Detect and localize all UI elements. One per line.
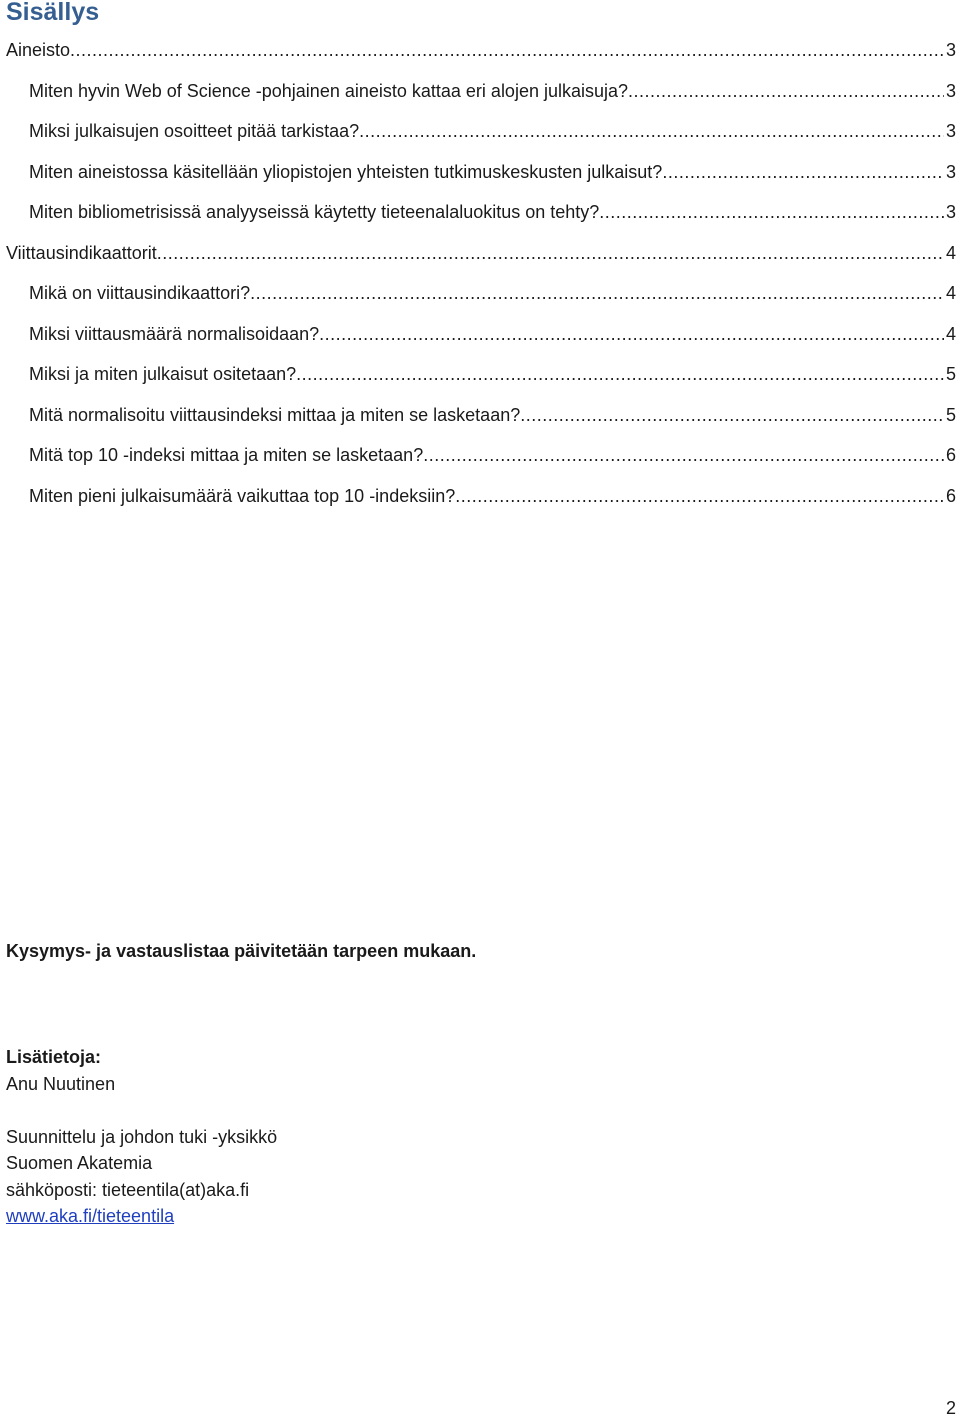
toc-entry-text: Miksi viittausmäärä normalisoidaan?	[29, 323, 320, 344]
contact-heading: Lisätietoja:	[6, 1047, 102, 1067]
toc-dot-leader	[628, 78, 944, 104]
contact-organization: Suomen Akatemia	[6, 1153, 153, 1173]
contact-name: Anu Nuutinen	[6, 1073, 116, 1094]
toc-dot-leader	[359, 118, 944, 144]
toc-entry-joint-research-centers[interactable]	[0, 152, 960, 193]
toc-page-number: 5	[945, 404, 956, 425]
page-number: 2	[945, 1398, 956, 1418]
toc-page-number: 4	[945, 323, 956, 344]
toc-dot-leader	[296, 361, 944, 387]
contact-unit: Suunnittelu ja johdon tuki -yksikkö	[6, 1126, 278, 1147]
website-link[interactable]: www.aka.fi/tieteentila	[6, 1206, 175, 1226]
toc-entry-web-of-science-coverage[interactable]	[0, 71, 960, 112]
toc-entry-citation-indicators[interactable]	[0, 233, 960, 274]
toc-entry-text: Aineisto	[6, 40, 71, 61]
toc-entry-top10-index[interactable]	[0, 435, 960, 476]
toc-entry-field-classification[interactable]	[0, 192, 960, 233]
toc-entry-small-publication-count[interactable]	[0, 476, 960, 517]
table-of-contents	[0, 30, 960, 516]
toc-entry-text: Miten bibliometrisissä analyyseissä käytetty tieteenalaluokitus on tehty?	[29, 202, 600, 223]
toc-page-number: 3	[945, 80, 956, 101]
toc-entry-aineisto[interactable]	[0, 30, 960, 71]
toc-entry-text: Mitä normalisoitu viittausindeksi mittaa ja miten se lasketaan?	[29, 404, 521, 425]
toc-page-number: 3	[945, 121, 956, 142]
contact-block	[6, 1044, 277, 1230]
toc-dot-leader	[319, 321, 944, 347]
toc-entry-text: Mikä on viittausindikaattori?	[29, 283, 251, 304]
toc-dot-leader	[423, 442, 944, 468]
toc-entry-text: Miksi ja miten julkaisut ositetaan?	[29, 364, 297, 385]
toc-page-number: 3	[945, 161, 956, 182]
toc-entry-text: Miksi julkaisujen osoitteet pitää tarkistaa?	[29, 121, 360, 142]
toc-page-number: 6	[945, 485, 956, 506]
toc-page-number: 4	[945, 242, 956, 263]
toc-entry-text: Miten pieni julkaisumäärä vaikuttaa top 10 -indeksiin?	[29, 485, 456, 506]
toc-dot-leader	[599, 199, 944, 225]
toc-dot-leader	[520, 402, 944, 428]
spacer	[6, 1097, 277, 1124]
toc-title: Sisällys	[6, 0, 100, 26]
toc-page-number: 3	[945, 202, 956, 223]
toc-entry-normalized-citation-index[interactable]	[0, 395, 960, 436]
toc-dot-leader	[157, 240, 944, 266]
toc-entry-text: Miten aineistossa käsitellään yliopistojen yhteisten tutkimuskeskusten julkaisut?	[29, 161, 663, 182]
toc-entry-text: Mitä top 10 -indeksi mittaa ja miten se lasketaan?	[29, 445, 424, 466]
toc-entry-address-check[interactable]	[0, 111, 960, 152]
toc-page-number: 5	[945, 364, 956, 385]
update-note: Kysymys- ja vastauslistaa päivitetään tarpeen mukaan.	[6, 941, 477, 961]
toc-entry-what-is-indicator[interactable]	[0, 273, 960, 314]
toc-dot-leader	[455, 483, 944, 509]
contact-email: sähköposti: tieteentila(at)aka.fi	[6, 1179, 250, 1200]
toc-page-number: 3	[945, 40, 956, 61]
toc-entry-text: Miten hyvin Web of Science -pohjainen aineisto kattaa eri alojen julkaisuja?	[29, 80, 629, 101]
toc-dot-leader	[662, 159, 944, 185]
toc-page-number: 4	[945, 283, 956, 304]
toc-entry-normalization[interactable]	[0, 314, 960, 355]
toc-entry-fractionalization[interactable]	[0, 354, 960, 395]
toc-entry-text: Viittausindikaattorit	[6, 242, 157, 263]
toc-page-number: 6	[945, 445, 956, 466]
toc-dot-leader	[70, 37, 944, 63]
toc-dot-leader	[250, 280, 944, 306]
